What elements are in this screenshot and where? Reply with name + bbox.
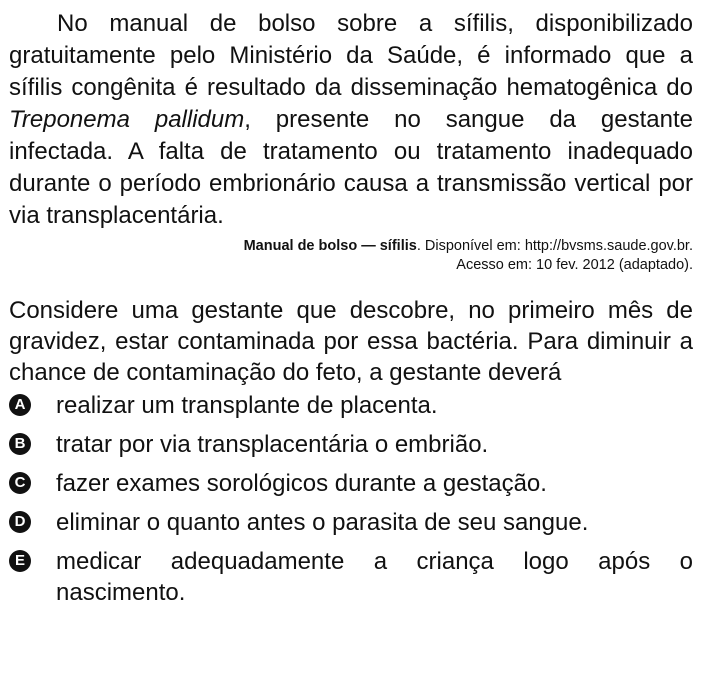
option-a[interactable]	[9, 390, 693, 421]
option-c-text: fazer exames sorológicos durante a gestação.	[56, 470, 547, 497]
passage-paragraph	[9, 8, 693, 232]
option-d-text: eliminar o quanto antes o parasita de seu sangue.	[56, 509, 589, 536]
option-e-text-line-2: nascimento.	[56, 579, 186, 606]
answer-options	[9, 390, 693, 608]
option-e[interactable]	[9, 546, 693, 608]
option-e-text-line-1: medicar adequadamente a criança logo após o	[56, 548, 693, 575]
option-c[interactable]	[9, 468, 693, 499]
option-a-text: realizar um transplante de placenta.	[56, 392, 438, 419]
option-e-text	[56, 546, 693, 608]
source-citation	[9, 237, 693, 275]
option-d-letter-badge: D	[9, 511, 31, 533]
source-line-1	[9, 237, 693, 256]
source-rest: . Disponível em: http://bvsms.saude.gov.br.	[416, 238, 693, 254]
source-line-2: Acesso em: 10 fev. 2012 (adaptado).	[456, 257, 693, 273]
option-e-letter-badge: E	[9, 550, 31, 572]
option-b-letter-badge: B	[9, 433, 31, 455]
passage-text-2: , presente no sangue da gestante infectada. A falta de tratamento ou tratamento inadequado durante o período embrionário causa a transmissão vertical por via transplacentária.	[9, 106, 694, 229]
option-c-letter-badge: C	[9, 472, 31, 494]
question-stem: Considere uma gestante que descobre, no primeiro mês de gravidez, estar contaminada por essa bactéria. Para diminuir a chance de contaminação do feto, a gestante deverá	[9, 297, 693, 386]
option-a-letter-badge: A	[9, 394, 31, 416]
option-b[interactable]	[9, 429, 693, 460]
passage-text-1: No manual de bolso sobre a sífilis, disponibilizado gratuitamente pelo Ministério da Saúde, é informado que a sífilis congênita é resultado da disseminação hematogênica do	[9, 10, 693, 101]
source-title: Manual de bolso — sífilis	[243, 238, 417, 254]
option-d[interactable]	[9, 507, 693, 538]
option-b-text: tratar por via transplacentária o embrião.	[56, 431, 489, 458]
passage-italic-term: Treponema pallidum	[9, 106, 245, 133]
